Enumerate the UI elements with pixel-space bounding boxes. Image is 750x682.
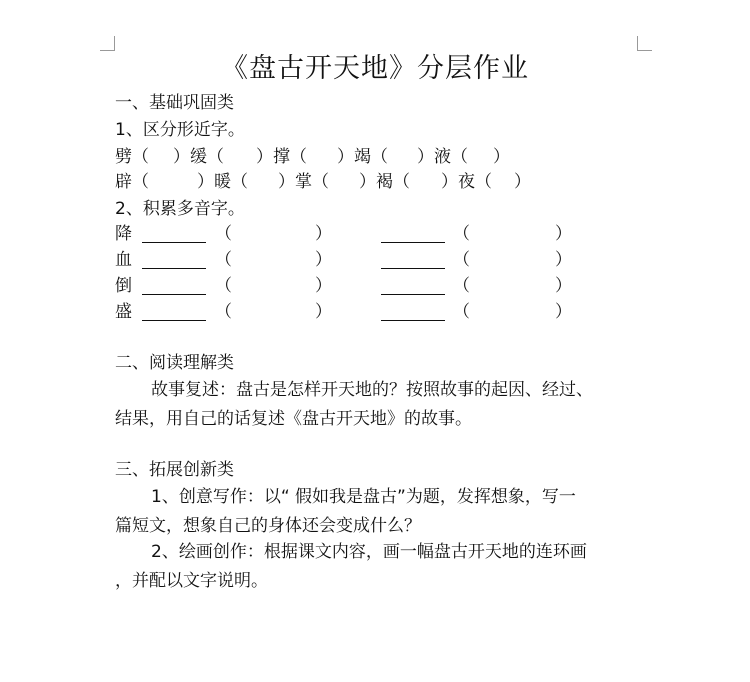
close-paren: ） <box>555 250 572 270</box>
polyphone-char: 倒 <box>115 276 132 296</box>
polyphone-row <box>115 249 575 271</box>
pinyin-blank[interactable] <box>142 242 206 243</box>
section1-heading: 一、基础巩固类 <box>115 93 234 113</box>
pinyin-blank[interactable] <box>381 268 445 269</box>
close-paren: ） <box>315 302 332 322</box>
close-paren: ） <box>315 276 332 296</box>
row2-seg-6: ） <box>514 172 531 192</box>
drawing-task-line-1: 2、绘画创作：根据课文内容，画一幅盘古开天地的连环画 <box>151 542 587 562</box>
retell-task-line-1: 故事复述：盘古是怎样开天地的？按照故事的起因、经过、 <box>151 380 593 400</box>
polyphone-char: 盛 <box>115 302 132 322</box>
open-paren: （ <box>215 276 232 296</box>
drawing-task-line-2: ，并配以文字说明。 <box>115 571 268 591</box>
open-paren: （ <box>215 250 232 270</box>
row1-seg-1: 劈（ <box>115 147 149 167</box>
row2-seg-2: ）暖（ <box>197 172 248 192</box>
row2-seg-4: ）褐（ <box>359 172 410 192</box>
close-paren: ） <box>315 224 332 244</box>
polyphone-row <box>115 223 575 245</box>
polyphone-row <box>115 301 575 323</box>
pinyin-blank[interactable] <box>142 294 206 295</box>
open-paren: （ <box>215 224 232 244</box>
row1-seg-2: ）缓（ <box>173 147 224 167</box>
close-paren: ） <box>315 250 332 270</box>
pinyin-blank[interactable] <box>142 320 206 321</box>
similar-chars-row-2 <box>115 171 535 193</box>
open-paren: （ <box>453 250 470 270</box>
drawing-task <box>115 538 645 596</box>
open-paren: （ <box>453 276 470 296</box>
document-title: 《盘古开天地》分层作业 <box>221 53 529 84</box>
polyphone-char: 血 <box>115 250 132 270</box>
row1-seg-4: ）竭（ <box>337 147 388 167</box>
pinyin-blank[interactable] <box>381 242 445 243</box>
row1-seg-5: ）液（ <box>417 147 468 167</box>
row2-seg-1: 辟（ <box>115 172 149 192</box>
pinyin-blank[interactable] <box>381 294 445 295</box>
open-paren: （ <box>453 224 470 244</box>
pinyin-blank[interactable] <box>381 320 445 321</box>
similar-chars-row-1 <box>115 146 535 168</box>
writing-task-line-2: 篇短文，想象自己的身体还会变成什么？ <box>115 516 421 536</box>
section3-heading: 三、拓展创新类 <box>115 460 234 480</box>
pinyin-blank[interactable] <box>142 268 206 269</box>
writing-task-line-1: 1、创意写作：以“ 假如我是盘古”为题，发挥想象，写一 <box>151 487 576 507</box>
retell-task <box>115 376 645 434</box>
open-paren: （ <box>215 302 232 322</box>
q1-label: 1、区分形近字。 <box>115 120 245 140</box>
close-paren: ） <box>555 224 572 244</box>
polyphone-row <box>115 275 575 297</box>
creative-writing-task <box>115 483 645 541</box>
row1-seg-3: ）撑（ <box>256 147 307 167</box>
row2-seg-5: ）夜（ <box>441 172 492 192</box>
retell-task-line-2: 结果，用自己的话复述《盘古开天地》的故事。 <box>115 409 472 429</box>
row2-seg-3: ）掌（ <box>278 172 329 192</box>
open-paren: （ <box>453 302 470 322</box>
row1-seg-6: ） <box>493 147 510 167</box>
q2-label: 2、积累多音字。 <box>115 199 245 219</box>
section2-heading: 二、阅读理解类 <box>115 353 234 373</box>
close-paren: ） <box>555 302 572 322</box>
close-paren: ） <box>555 276 572 296</box>
polyphone-char: 降 <box>115 224 132 244</box>
